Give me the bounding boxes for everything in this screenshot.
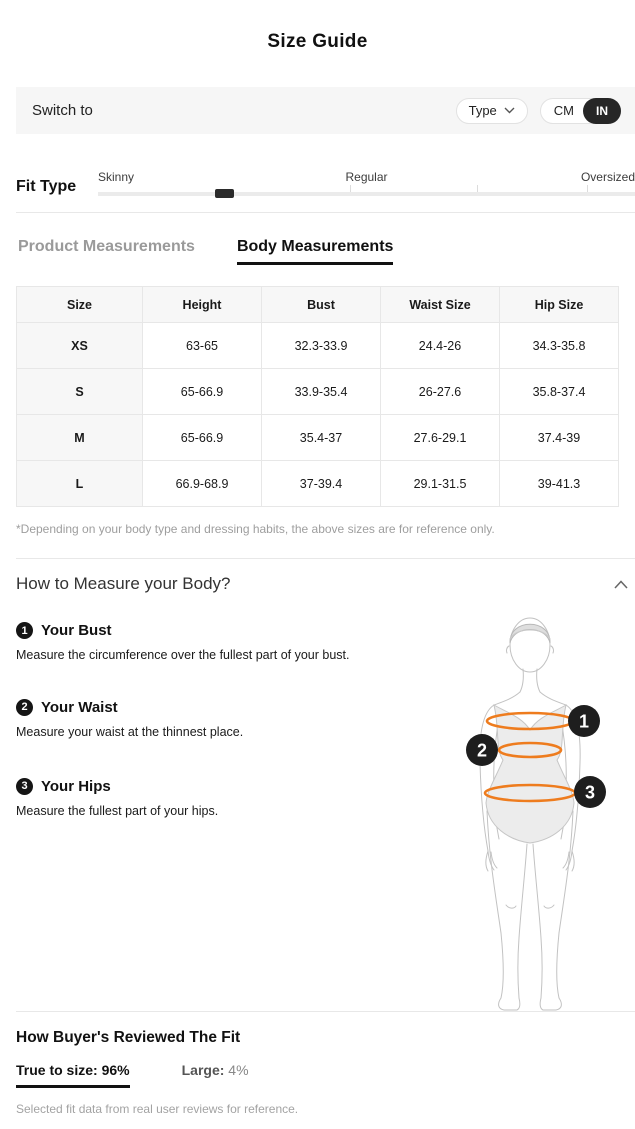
fit-option-true-to-size[interactable] [16, 1062, 130, 1088]
value-cell: 34.3-35.8 [500, 323, 619, 369]
table-row [17, 461, 619, 507]
measure-item-description: Measure your waist at the thinnest place. [16, 724, 244, 739]
chevron-up-icon [613, 579, 629, 590]
unit-in-option-selected[interactable]: IN [583, 98, 621, 124]
unit-cm-option[interactable]: CM [553, 103, 574, 118]
step-number-badge: 2 [16, 699, 33, 716]
slider-tick [477, 185, 478, 192]
size-cell: S [17, 369, 143, 415]
fit-type-slider-track[interactable] [98, 192, 635, 196]
buyer-reviews-title: How Buyer's Reviewed The Fit [16, 1029, 241, 1046]
left-foot [499, 998, 520, 1010]
body-silhouette [480, 618, 580, 1010]
hips-badge-number: 3 [584, 782, 596, 803]
fit-option-label: Large: [181, 1062, 225, 1078]
measurement-tabs [18, 238, 635, 265]
col-header-bust: Bust [262, 287, 381, 323]
reviews-disclaimer: Selected fit data from real user reviews for reference. [16, 1102, 299, 1116]
table-disclaimer: *Depending on your body type and dressing habits, the above sizes are for reference only. [16, 522, 495, 536]
page-title: Size Guide [267, 31, 368, 52]
table-row [17, 369, 619, 415]
fit-type-label: Fit Type [16, 178, 77, 195]
fit-option-value: 96% [101, 1062, 130, 1078]
col-header-hip: Hip Size [500, 287, 619, 323]
collapse-button[interactable] [613, 579, 629, 590]
value-cell: 27.6-29.1 [381, 415, 500, 461]
table-header-row [17, 287, 619, 323]
value-cell: 37-39.4 [262, 461, 381, 507]
tab-body-measurements[interactable]: Body Measurements [237, 238, 394, 265]
fit-type-slider-handle[interactable] [215, 189, 234, 198]
value-cell: 37.4-39 [500, 415, 619, 461]
value-cell: 63-65 [143, 323, 262, 369]
buyer-reviews-section [16, 1029, 619, 1116]
value-cell: 24.4-26 [381, 323, 500, 369]
table-row [17, 415, 619, 461]
size-cell: XS [17, 323, 143, 369]
fit-option-oversized: Oversized [580, 170, 635, 184]
col-header-height: Height [143, 287, 262, 323]
measure-item-waist [16, 699, 414, 742]
value-cell: 29.1-31.5 [381, 461, 500, 507]
measure-item-title: Your Waist [41, 698, 118, 716]
value-cell: 39-41.3 [500, 461, 619, 507]
switch-to-label: Switch to [32, 102, 93, 119]
value-cell: 32.3-33.9 [262, 323, 381, 369]
right-foot [540, 998, 561, 1010]
fit-type-section [16, 170, 635, 196]
switch-bar [16, 87, 635, 134]
col-header-size: Size [17, 287, 143, 323]
value-cell: 66.9-68.9 [143, 461, 262, 507]
measure-instructions [16, 622, 414, 820]
size-cell: M [17, 415, 143, 461]
size-cell: L [17, 461, 143, 507]
value-cell: 26-27.6 [381, 369, 500, 415]
measure-item-description: Measure the circumference over the fullest part of your bust. [16, 648, 350, 662]
knees [506, 905, 554, 908]
fit-type-slider[interactable] [98, 170, 635, 196]
size-table [16, 286, 619, 507]
how-to-measure-section [16, 559, 635, 1011]
fit-review-options [16, 1062, 619, 1088]
waist-badge-number: 2 [476, 740, 488, 761]
unit-toggle[interactable] [540, 98, 621, 124]
slider-tick [350, 185, 351, 192]
tab-product-measurements[interactable]: Product Measurements [18, 238, 195, 255]
value-cell: 35.8-37.4 [500, 369, 619, 415]
fit-option-skinny: Skinny [98, 170, 135, 184]
table-row [17, 323, 619, 369]
fit-type-slider-labels [98, 170, 635, 184]
fit-option-label: True to size: [16, 1062, 98, 1078]
measure-item-bust [16, 622, 414, 665]
measure-item-title: Your Hips [41, 777, 111, 795]
how-to-measure-header [16, 559, 635, 594]
type-dropdown[interactable] [456, 98, 528, 124]
measure-item-title: Your Bust [41, 622, 112, 639]
fit-option-regular: Regular [345, 170, 388, 184]
measure-item-hips [16, 778, 414, 821]
value-cell: 65-66.9 [143, 369, 262, 415]
value-cell: 35.4-37 [262, 415, 381, 461]
type-dropdown-label: Type [468, 103, 497, 118]
slider-tick [587, 185, 588, 192]
col-header-waist: Waist Size [381, 287, 500, 323]
measure-item-description: Measure the fullest part of your hips. [16, 803, 219, 818]
step-number-badge: 1 [16, 622, 33, 639]
bust-badge-number: 1 [578, 711, 590, 732]
body-measurement-figure [430, 603, 635, 1013]
fit-option-value: 4% [228, 1062, 249, 1078]
step-number-badge: 3 [16, 778, 33, 795]
chevron-down-icon [504, 107, 515, 114]
divider [16, 212, 635, 213]
value-cell: 65-66.9 [143, 415, 262, 461]
how-to-measure-title: How to Measure your Body? [16, 574, 231, 593]
value-cell: 33.9-35.4 [262, 369, 381, 415]
fit-option-large[interactable] [182, 1062, 249, 1078]
